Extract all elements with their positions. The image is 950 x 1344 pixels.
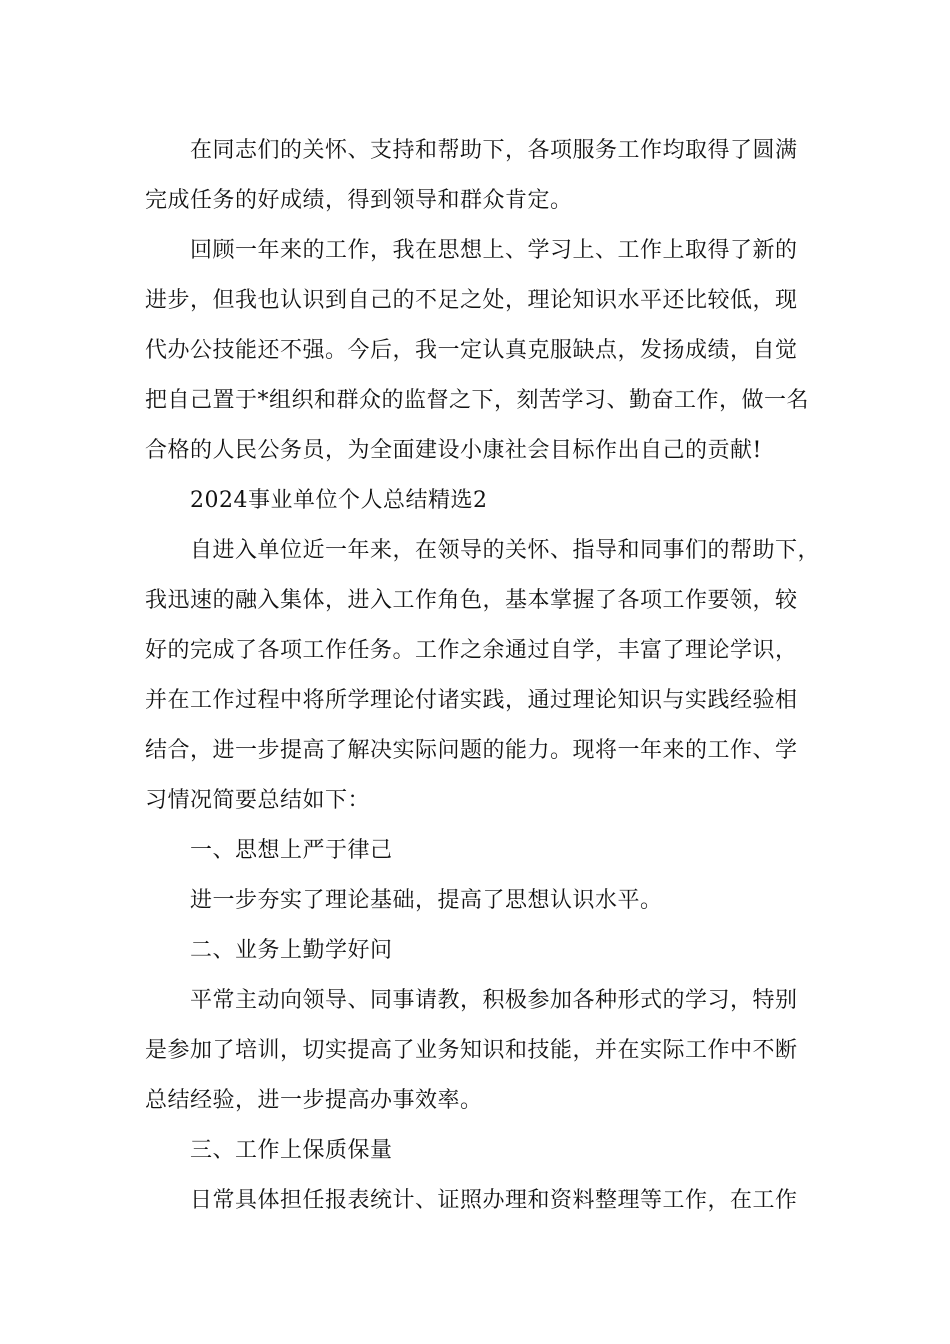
paragraph-line: 结合，进一步提高了解决实际问题的能力。现将一年来的工作、学: [145, 738, 798, 763]
paragraph-line: 并在工作过程中将所学理论付诸实践，通过理论知识与实践经验相: [145, 688, 798, 713]
paragraph-line: 进步，但我也认识到自己的不足之处，理论知识水平还比较低，现: [145, 288, 798, 313]
paragraph-line: 自进入单位近一年来，在领导的关怀、指导和同事们的帮助下，: [190, 538, 821, 563]
paragraph-line: 回顾一年来的工作，我在思想上、学习上、工作上取得了新的: [190, 238, 798, 263]
paragraph-line: 进一步夯实了理论基础，提高了思想认识水平。: [190, 888, 663, 913]
section-heading: 2024事业单位个人总结精选2: [190, 488, 488, 513]
paragraph-line: 平常主动向领导、同事请教，积极参加各种形式的学习，特别: [190, 988, 798, 1013]
paragraph-line: 合格的人民公务员，为全面建设小康社会目标作出自己的贡献!: [145, 438, 762, 463]
subheading: 二、业务上勤学好问: [190, 938, 393, 963]
paragraph-line: 我迅速的融入集体，进入工作角色，基本掌握了各项工作要领，较: [145, 588, 798, 613]
paragraph-line: 在同志们的关怀、支持和帮助下，各项服务工作均取得了圆满: [190, 138, 798, 163]
subheading: 三、工作上保质保量: [190, 1138, 393, 1163]
paragraph-line: 完成任务的好成绩，得到领导和群众肯定。: [145, 188, 573, 213]
paragraph-line: 习情况简要总结如下：: [145, 788, 371, 813]
paragraph-line: 总结经验，进一步提高办事效率。: [145, 1088, 483, 1113]
paragraph-line: 好的完成了各项工作任务。工作之余通过自学，丰富了理论学识，: [145, 638, 798, 663]
subheading: 一、思想上严于律己: [190, 838, 393, 863]
paragraph-line: 把自己置于*组织和群众的监督之下，刻苦学习、勤奋工作，做一名: [145, 388, 810, 413]
paragraph-line: 是参加了培训，切实提高了业务知识和技能，并在实际工作中不断: [145, 1038, 798, 1063]
paragraph-line: 日常具体担任报表统计、证照办理和资料整理等工作，在工作: [190, 1188, 798, 1213]
paragraph-line: 代办公技能还不强。今后，我一定认真克服缺点，发扬成绩，自觉: [145, 338, 798, 363]
